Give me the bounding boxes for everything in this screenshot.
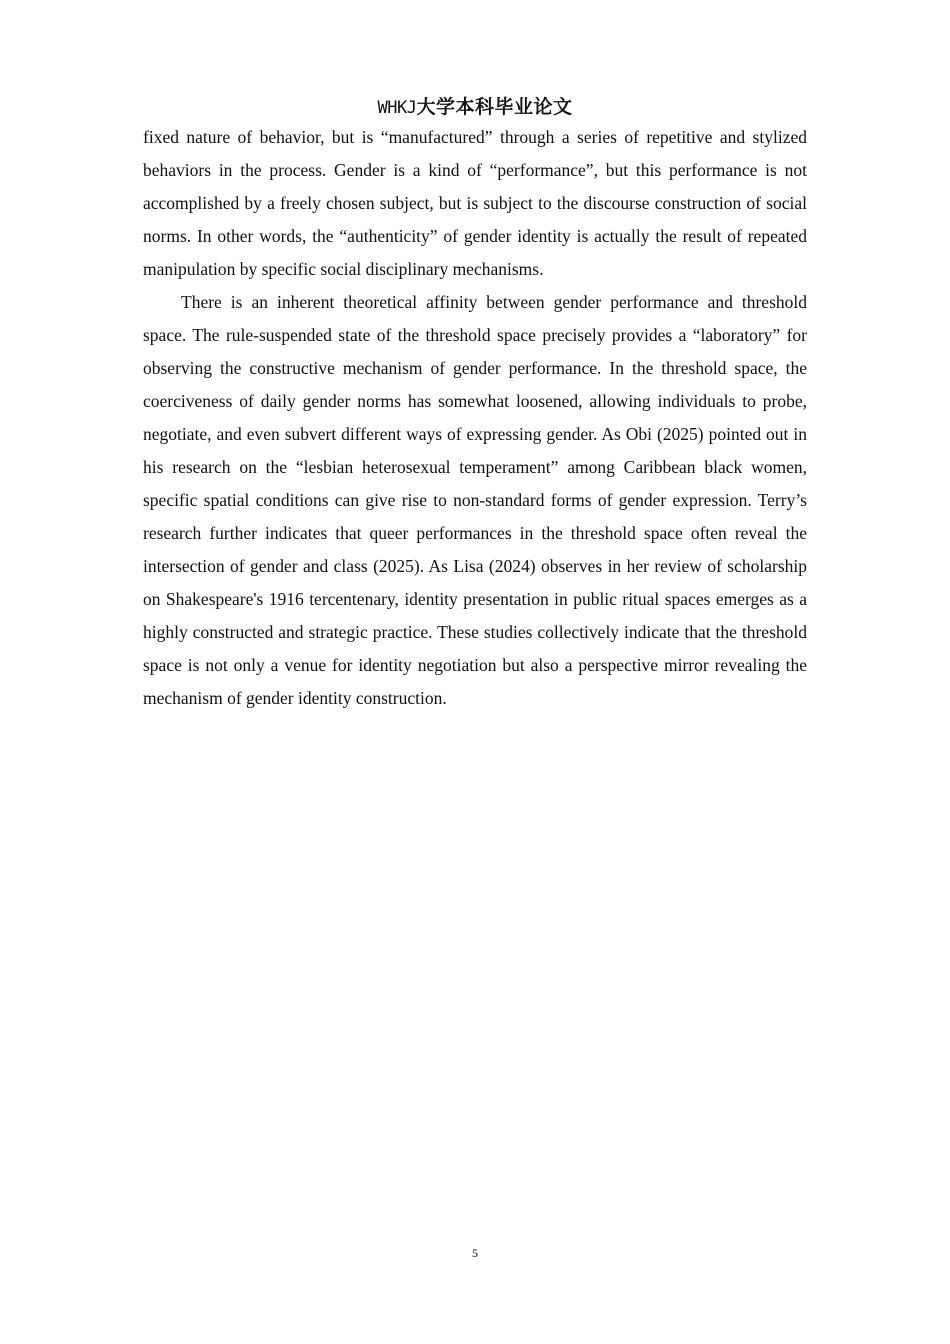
header-thesis-title: 大学本科毕业论文: [416, 96, 573, 118]
paragraph: There is an inherent theoretical affinity between gender performance and threshold space. The rule-suspended state of the threshold space precisely provides a “laboratory” for observing the constructive mechanism of gender performance. In the threshold space, the coerciveness of daily gender norms has somewhat loosened, allowing individuals to probe, negotiate, and even subvert different ways of expressing gender. As Obi (2025) pointed out in his research on the “lesbian heterosexual temperament” among Caribbean black women, specific spatial conditions can give rise to non-standard forms of gender expression. Terry’s research further indicates that queer performances in the threshold space often reveal the intersection of gender and class (2025). As Lisa (2024) observes in her review of scholarship on Shakespeare's 1916 tercentenary, identity presentation in public ritual spaces emerges as a highly constructed and strategic practice. These studies collectively indicate that the threshold space is not only a venue for identity negotiation but also a perspective mirror revealing the mechanism of gender identity construction.: [143, 292, 807, 708]
page-number: 5: [472, 1246, 478, 1260]
paragraph-continued: fixed nature of behavior, but is “manufactured” through a series of repetitive and stylized behaviors in the process. Gender is a kind of “performance”, but this performance is not accomplished by a freely chosen subject, but is subject to the discourse construction of social norms. In other words, the “authenticity” of gender identity is actually the result of repeated manipulation by specific social disciplinary mechanisms.: [143, 127, 807, 279]
header-university-code: WHKJ: [377, 98, 417, 118]
running-header: [0, 94, 950, 121]
body-text: [143, 121, 807, 715]
